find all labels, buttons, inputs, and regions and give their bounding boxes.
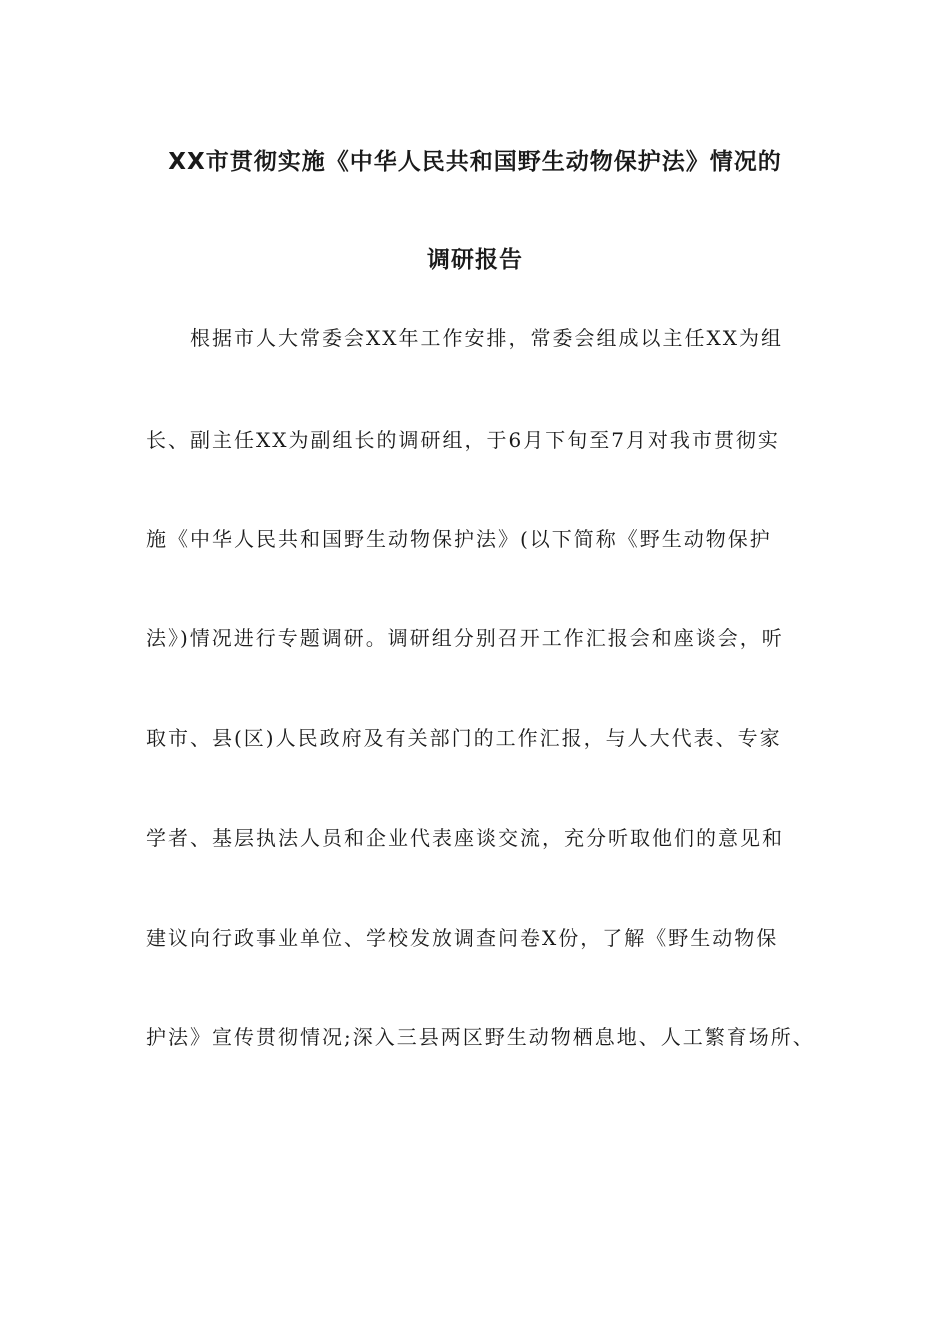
body-line-6: 学者、基层执法人员和企业代表座谈交流，充分听取他们的意见和 [146, 826, 784, 850]
body-line-2: 长、副主任XX为副组长的调研组，于6月下旬至7月对我市贯彻实 [146, 428, 780, 452]
body-line-7: 建议向行政事业单位、学校发放调查问卷X份，了解《野生动物保 [146, 926, 779, 950]
report-title-line-1: XX市贯彻实施《中华人民共和国野生动物保护法》情况的 [168, 149, 782, 175]
report-title-line-2: 调研报告 [427, 247, 523, 273]
body-line-1: 根据市人大常委会XX年工作安排，常委会组成以主任XX为组 [190, 326, 783, 350]
body-line-5: 取市、县(区)人民政府及有关部门的工作汇报，与人大代表、专家 [146, 726, 782, 750]
body-line-3: 施《中华人民共和国野生动物保护法》(以下简称《野生动物保护 [146, 527, 772, 551]
body-line-8: 护法》宣传贯彻情况;深入三县两区野生动物栖息地、人工繁育场所、 [146, 1025, 815, 1049]
body-line-4: 法》)情况进行专题调研。调研组分别召开工作汇报会和座谈会，听 [146, 626, 784, 650]
